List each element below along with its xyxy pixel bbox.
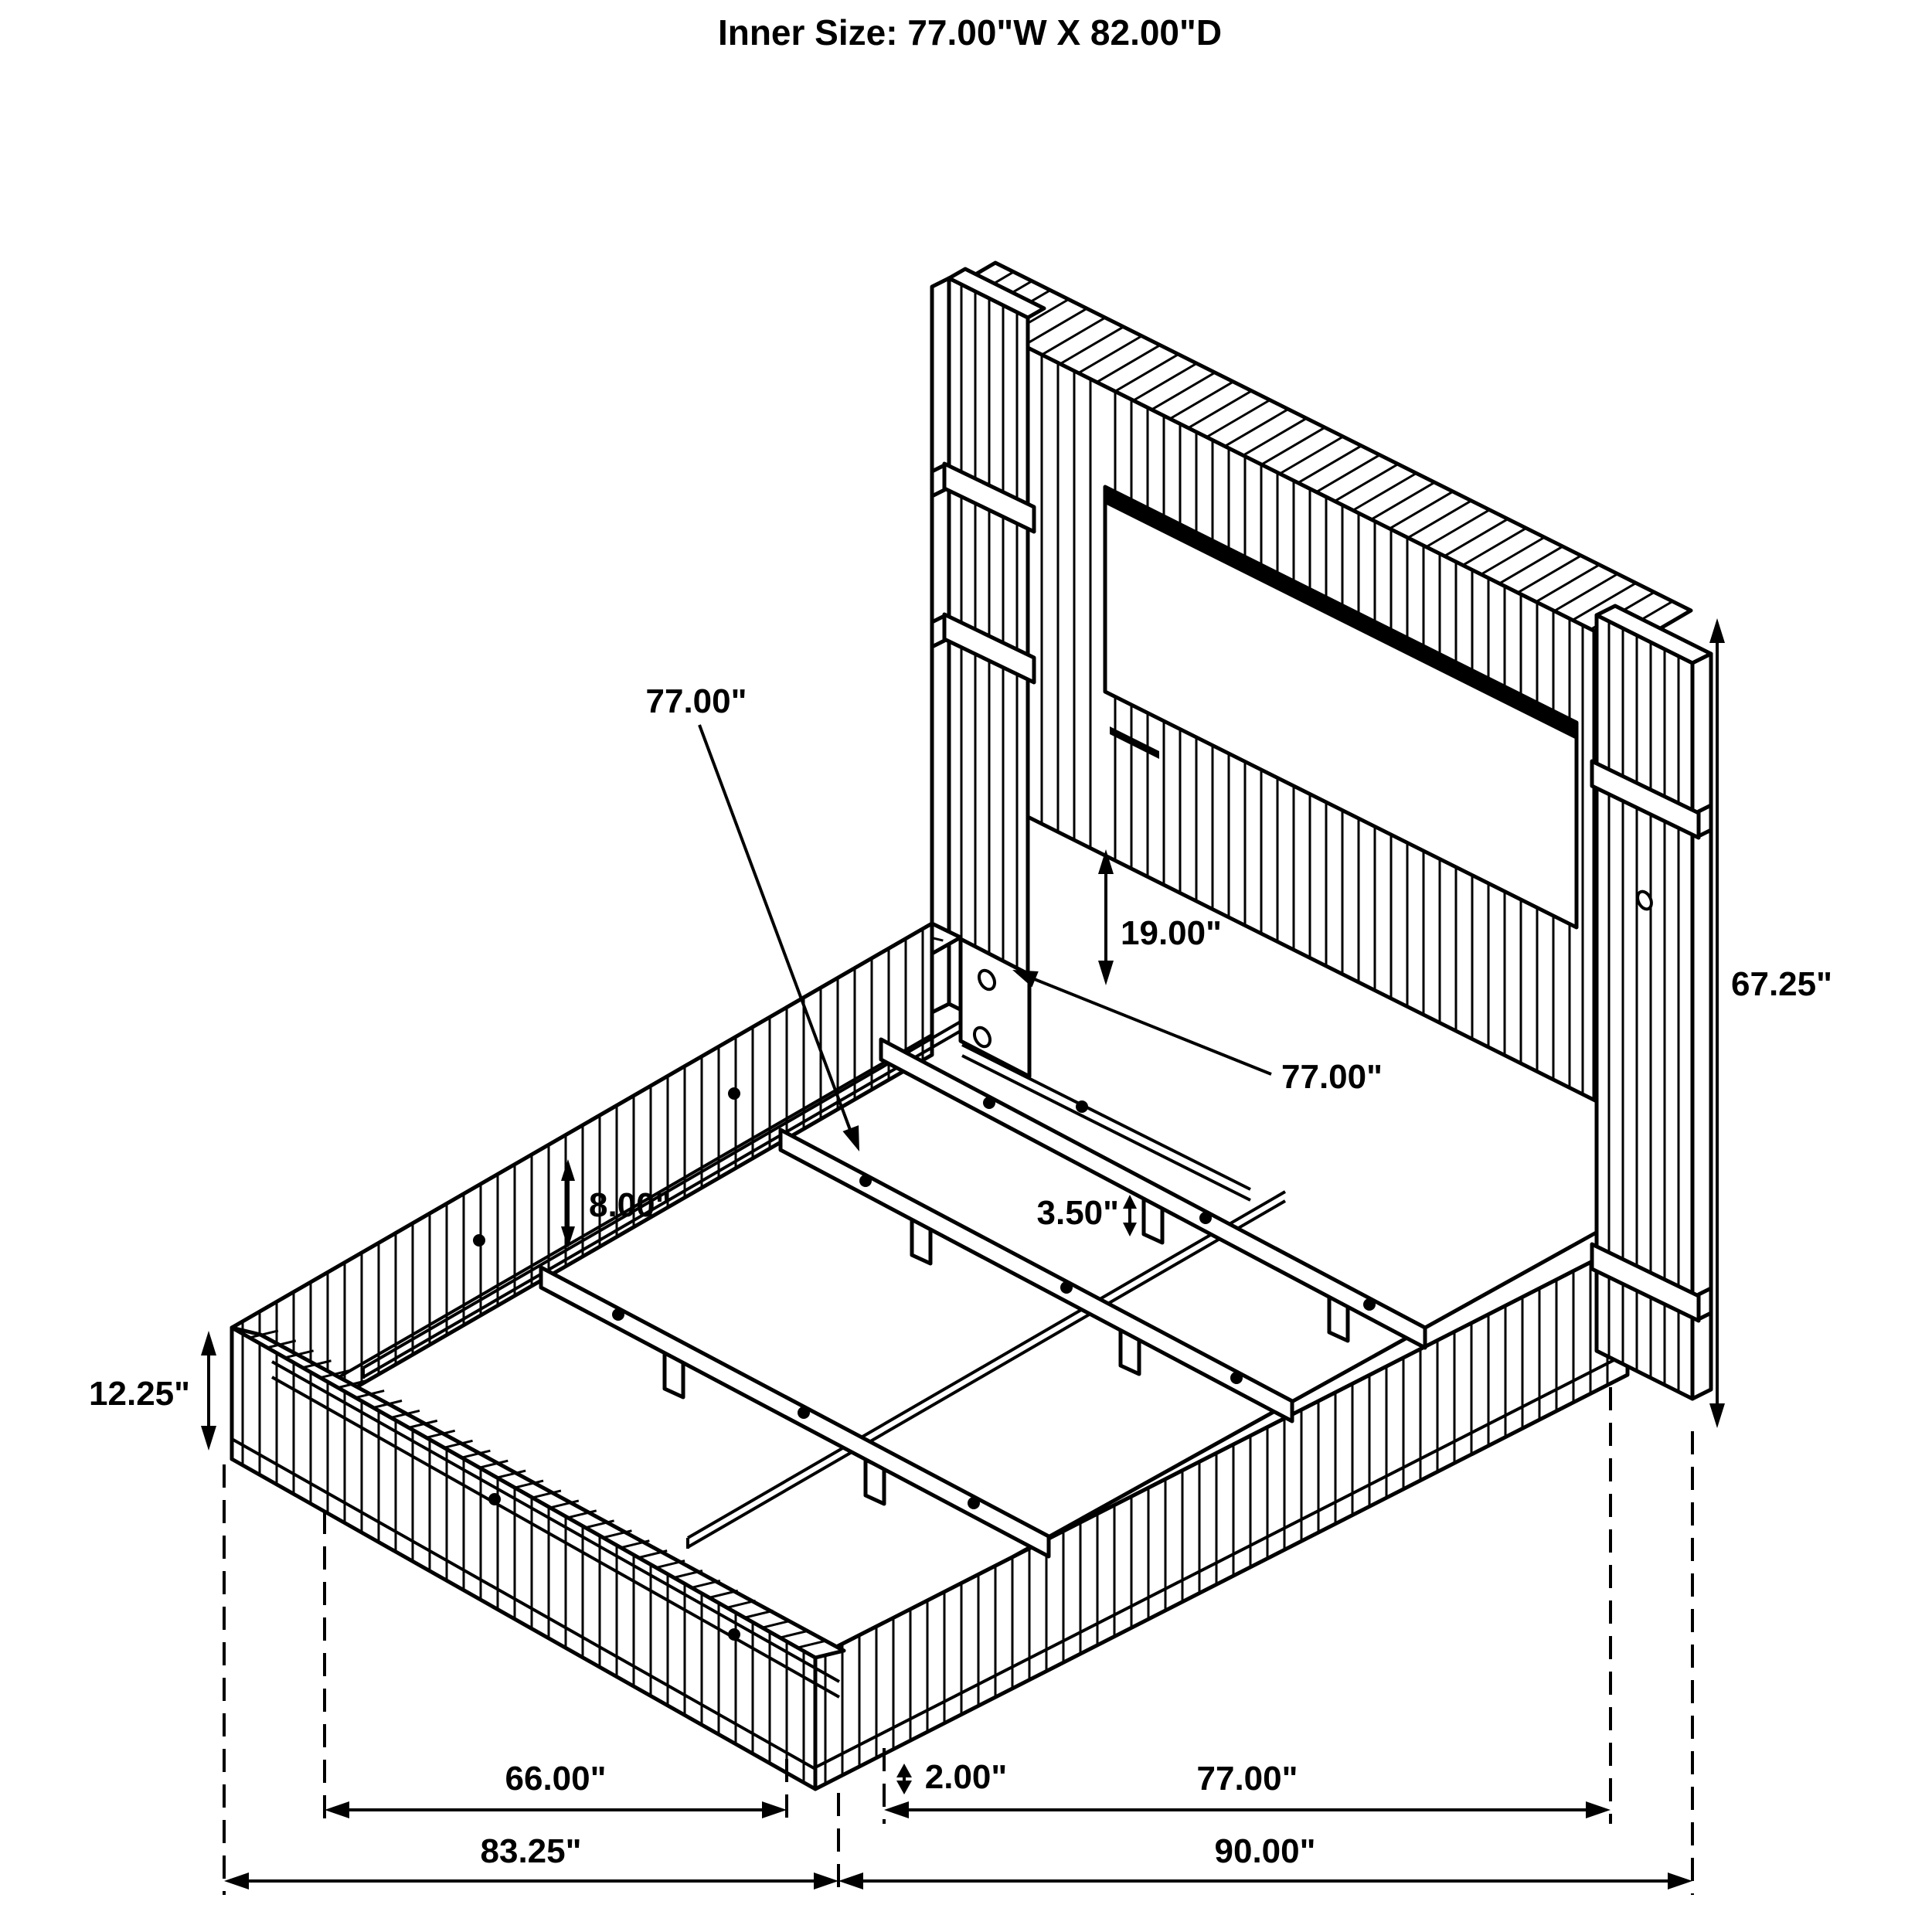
left-post-band-upper-side [932,465,944,496]
drawing-title: Inner Size: 77.00"W X 82.00"D [717,12,1223,53]
dim-label-77-slat: 77.00" [645,682,747,720]
dim-base-reveal [896,1758,1007,1796]
slat-board-2 [781,1130,1292,1421]
dim-label-350: 3.50" [1036,1194,1119,1232]
right-post-band-lower-side [1699,1288,1711,1319]
dim-label-66: 66.00" [505,1760,607,1798]
dim-label-19: 19.00" [1121,914,1222,952]
dim-label-2: 2.00" [924,1758,1008,1796]
dim-outer-width [224,1832,838,1889]
dim-label-90: 90.00" [1214,1832,1316,1870]
right-post-side-face [1692,654,1711,1399]
headboard [932,263,1691,1117]
right-rail-base-line [815,1353,1628,1767]
headboard-right-post [1592,606,1711,1399]
left-post-band-lower-side [932,616,944,647]
headboard-left-post [932,269,1044,1043]
dim-side-rail-height [89,1331,216,1451]
dim-label-8325: 83.25" [480,1832,582,1870]
dim-headboard-height [1709,618,1832,1428]
right-post-band-upper-side [1699,805,1711,836]
dim-label-6725: 67.25" [1731,965,1832,1003]
dim-label-8: 8.00" [589,1186,672,1224]
dim-label-1225: 12.25" [89,1375,190,1413]
dim-slat-leg-height [1037,1194,1138,1236]
dim-label-77-bottom: 77.00" [1196,1760,1298,1798]
dim-headboard-inner-width [1009,962,1383,1096]
slat-board-3 [541,1267,1049,1556]
dim-outer-depth [838,1832,1692,1889]
right-side-rail [815,1231,1638,1789]
dim-footboard-inner-width [325,1760,787,1818]
dim-label-77-mid: 77.00" [1281,1058,1383,1096]
